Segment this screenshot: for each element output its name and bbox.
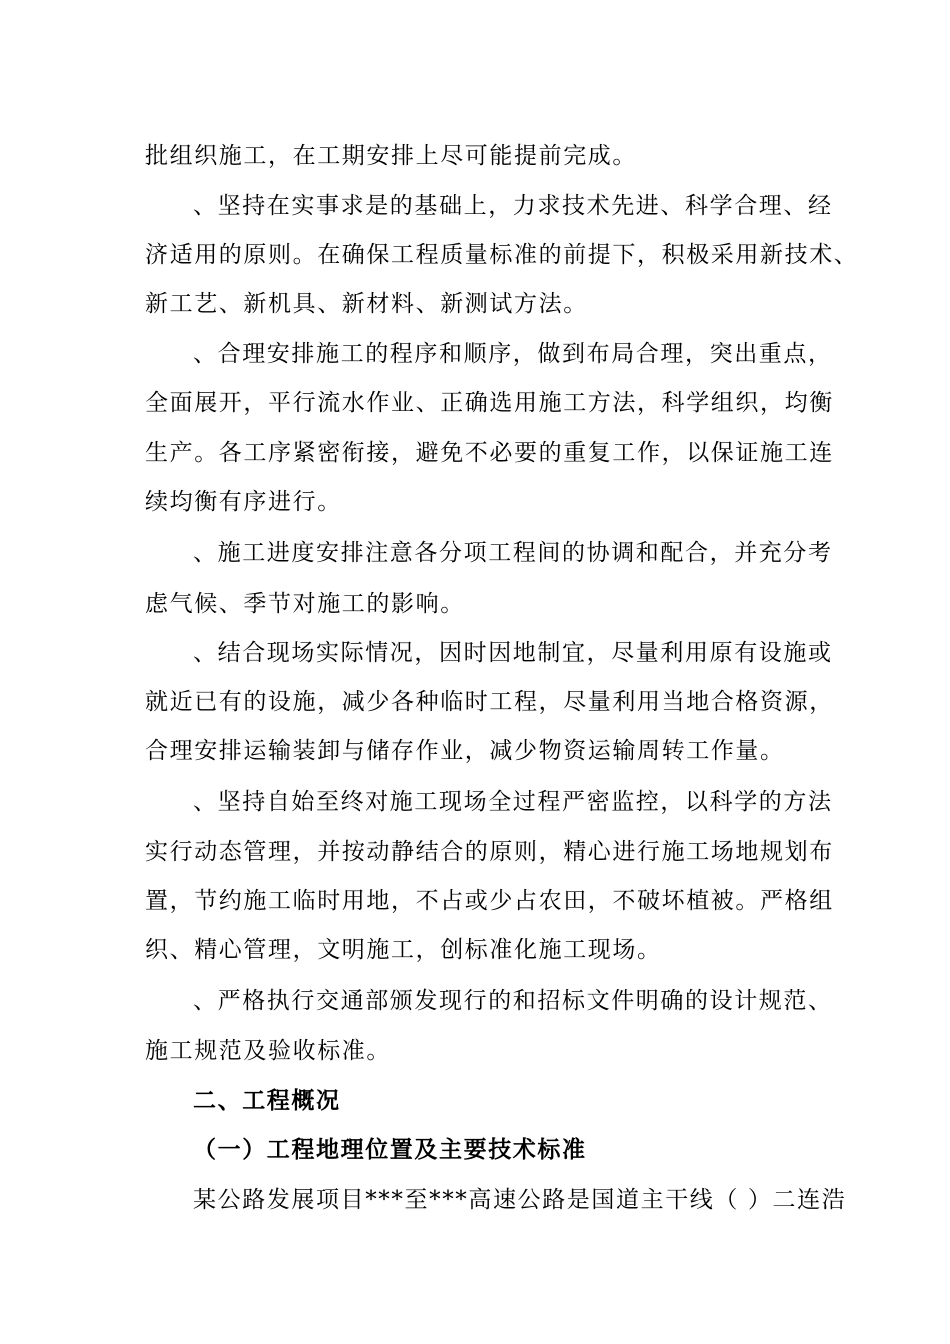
body-line: 、合理安排施工的程序和顺序，做到布局合理，突出重点， xyxy=(193,341,833,367)
subsection-heading: （一）工程地理位置及主要技术标准 xyxy=(193,1137,587,1163)
body-line: 、坚持自始至终对施工现场全过程严密监控，以科学的方法 xyxy=(193,789,833,815)
body-line: 织、精心管理，文明施工，创标准化施工现场。 xyxy=(145,937,662,963)
body-line: 新工艺、新机具、新材料、新测试方法。 xyxy=(145,291,588,317)
body-line: 、施工进度安排注意各分项工程间的协调和配合，并充分考 xyxy=(193,540,833,566)
body-line: 实行动态管理，并按动静结合的原则，精心进行施工场地规划布 xyxy=(145,839,834,865)
body-line: 虑气候、季节对施工的影响。 xyxy=(145,591,465,617)
body-line: 续均衡有序进行。 xyxy=(145,489,342,515)
section-heading: 二、工程概况 xyxy=(193,1088,341,1114)
body-line: 合理安排运输装卸与储存作业，减少物资运输周转工作量。 xyxy=(145,738,785,764)
body-line: 济适用的原则。在确保工程质量标准的前提下，积极采用新技术、 xyxy=(145,242,859,268)
body-line: 批组织施工，在工期安排上尽可能提前完成。 xyxy=(145,143,637,169)
body-line: 、严格执行交通部颁发现行的和招标文件明确的设计规范、 xyxy=(193,988,833,1014)
body-line: 置，节约施工临时用地，不占或少占农田，不破坏植被。严格组 xyxy=(145,888,834,914)
body-line: 某公路发展项目***至***高速公路是国道主干线（ ）二连浩 xyxy=(193,1187,847,1213)
body-line: 就近已有的设施，减少各种临时工程，尽量利用当地合格资源， xyxy=(145,689,834,715)
body-line: 全面展开，平行流水作业、正确选用施工方法，科学组织，均衡 xyxy=(145,390,834,416)
body-line: 生产。各工序紧密衔接，避免不必要的重复工作，以保证施工连 xyxy=(145,440,834,466)
body-line: 、坚持在实事求是的基础上，力求技术先进、科学合理、经 xyxy=(193,193,833,219)
body-line: 、结合现场实际情况，因时因地制宜，尽量利用原有设施或 xyxy=(193,640,833,666)
body-line: 施工规范及验收标准。 xyxy=(145,1038,391,1064)
